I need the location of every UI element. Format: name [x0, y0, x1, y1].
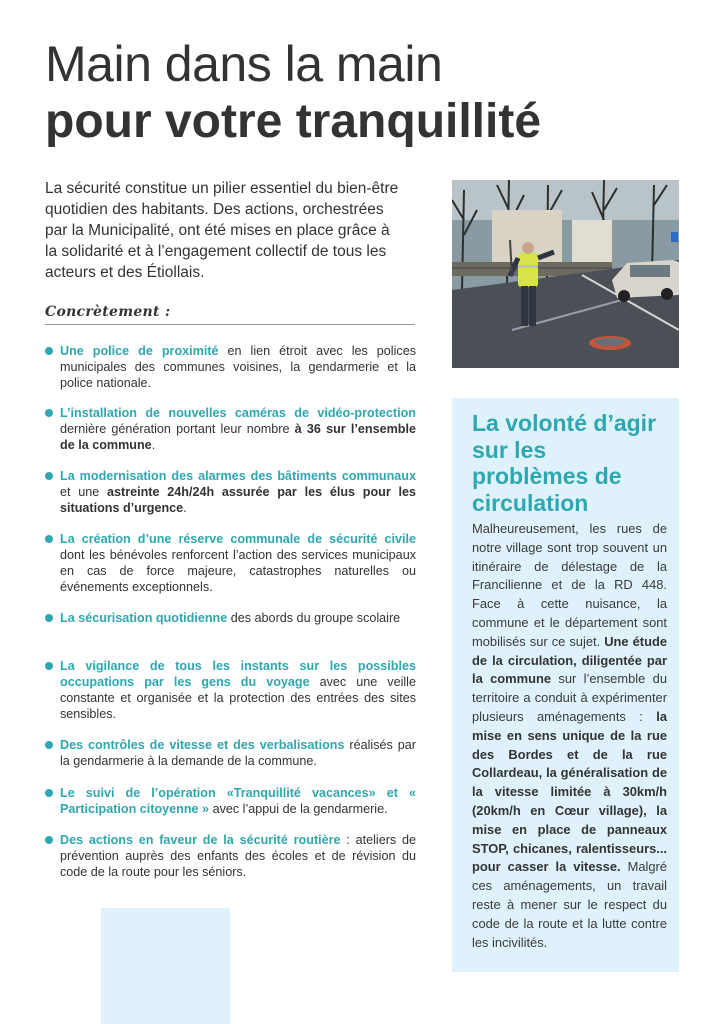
- list-item-securisation: [45, 610, 416, 626]
- concretement-label: Concrètement :: [45, 304, 171, 320]
- page-title-line1: Main dans la main: [45, 36, 443, 92]
- bullet-highlight: Des actions en faveur de la sécurité routière: [60, 833, 341, 847]
- bullet-dot-icon: [45, 789, 53, 797]
- decorative-block: [101, 908, 230, 1024]
- bullet-text-end: .: [183, 501, 187, 515]
- bullet-dot-icon: [45, 472, 53, 480]
- bullet-highlight: La vigilance de tous les instants sur les possibles occupations par les gens du voyage: [60, 659, 416, 689]
- sidebar-circulation: [452, 398, 679, 972]
- bullet-dot-icon: [45, 741, 53, 749]
- sidebar-text: [472, 520, 667, 952]
- list-item-police-proximite: [45, 343, 416, 391]
- sidebar-bold-2: la mise en sens unique de la rue des Bordes et de la rue Collardeau, la généralisation de la vitesse limitée à 30km/h (20km/h en Cœur village), la mise en place de panneaux STOP, chicanes, ralentisseurs... pour casser la vitesse.: [472, 708, 667, 875]
- bullet-highlight: Des contrôles de vitesse et des verbalisations: [60, 738, 345, 752]
- bullet-dot-icon: [45, 409, 53, 417]
- sidebar-text-1: Malheureusement, les rues de notre village sont trop souvent un itinéraire de délestage de la Francilienne et de la RD 448. Face à cette nuisance, la commune et le département sont mobilisés sur ce sujet.: [472, 521, 667, 649]
- bullet-highlight: La création d’une réserve communale de sécurité civile: [60, 532, 416, 546]
- bullet-text: dernière génération portant leur nombre: [60, 422, 295, 436]
- sidebar-text-3: Malgré ces aménagements, un travail reste à mener sur le respect du code de la route et la lutte contre les incivilités.: [472, 859, 667, 950]
- list-item-reserve-civile: [45, 531, 416, 595]
- bullet-text: dont les bénévoles renforcent l’action des services municipaux en cas de force majeure, catastrophes naturelles ou événements exceptionnels.: [60, 548, 416, 594]
- intro-paragraph: La sécurité constitue un pilier essentiel du bien-être quotidien des habitants. Des actions, orchestrées par la Municipalité, ont été mises en place grâce à la solidarité et à l’engagement collectif de tous les acteurs et des Étiollais.: [45, 180, 399, 281]
- list-item-tranquillite-vacances: [45, 785, 416, 817]
- bullet-highlight: La sécurisation quotidienne: [60, 611, 228, 625]
- list-item-controles-vitesse: [45, 737, 416, 769]
- bullet-bold: astreinte 24h/24h assurée par les élus pour les situations d’urgence: [60, 485, 416, 515]
- list-item-securite-routiere: [45, 832, 416, 880]
- bullet-dot-icon: [45, 535, 53, 543]
- bullet-highlight: Le suivi de l’opération «Tranquillité vacances» et « Participation citoyenne »: [60, 786, 416, 816]
- bullet-text: et une: [60, 485, 107, 499]
- bullet-dot-icon: [45, 347, 53, 355]
- bullet-dot-icon: [45, 662, 53, 670]
- bullet-highlight: L’installation de nouvelles caméras de vidéo-protection: [60, 406, 416, 420]
- bullet-text: avec l’appui de la gendarmerie.: [209, 802, 388, 816]
- bullet-highlight: La modernisation des alarmes des bâtiments communaux: [60, 469, 416, 483]
- bullet-text: réalisés par la gendarmerie à la demande de la commune.: [60, 738, 416, 768]
- bullet-bold: à 36 sur l’ensemble de la commune: [60, 422, 416, 452]
- list-item-vigilance: [45, 658, 416, 722]
- sidebar-text-2: sur l’ensemble du territoire a conduit à expérimenter plusieurs aménagements :: [472, 671, 667, 724]
- list-item-cameras: [45, 405, 416, 453]
- list-item-alarmes: [45, 468, 416, 516]
- bullet-text: en lien étroit avec les polices municipales des communes voisines, la gendarmerie et la police nationale.: [60, 344, 417, 390]
- bullet-dot-icon: [45, 836, 53, 844]
- bullet-text-end: .: [151, 438, 156, 452]
- sidebar-title: La volonté d’agir sur les problèmes de circulation: [472, 410, 657, 516]
- bullet-highlight: Une police de proximité: [60, 344, 219, 358]
- bullet-text: des abords du groupe scolaire: [227, 611, 401, 625]
- concretement-section: [45, 304, 415, 325]
- bullet-text: : ateliers de prévention auprès des enfants des écoles et de révision du code de la route pour les séniors.: [60, 833, 416, 879]
- bullet-dot-icon: [45, 614, 53, 622]
- photo-traffic-officer: [452, 180, 679, 368]
- page-title-line2: pour votre tranquillité: [45, 95, 542, 148]
- sidebar-bold-1: Une étude de la circulation, diligentée par la commune: [472, 633, 667, 687]
- bullet-text: avec une veille constante et organisée et la protection des entrées des sites sensibles.: [60, 675, 416, 721]
- concretement-divider: [45, 324, 415, 325]
